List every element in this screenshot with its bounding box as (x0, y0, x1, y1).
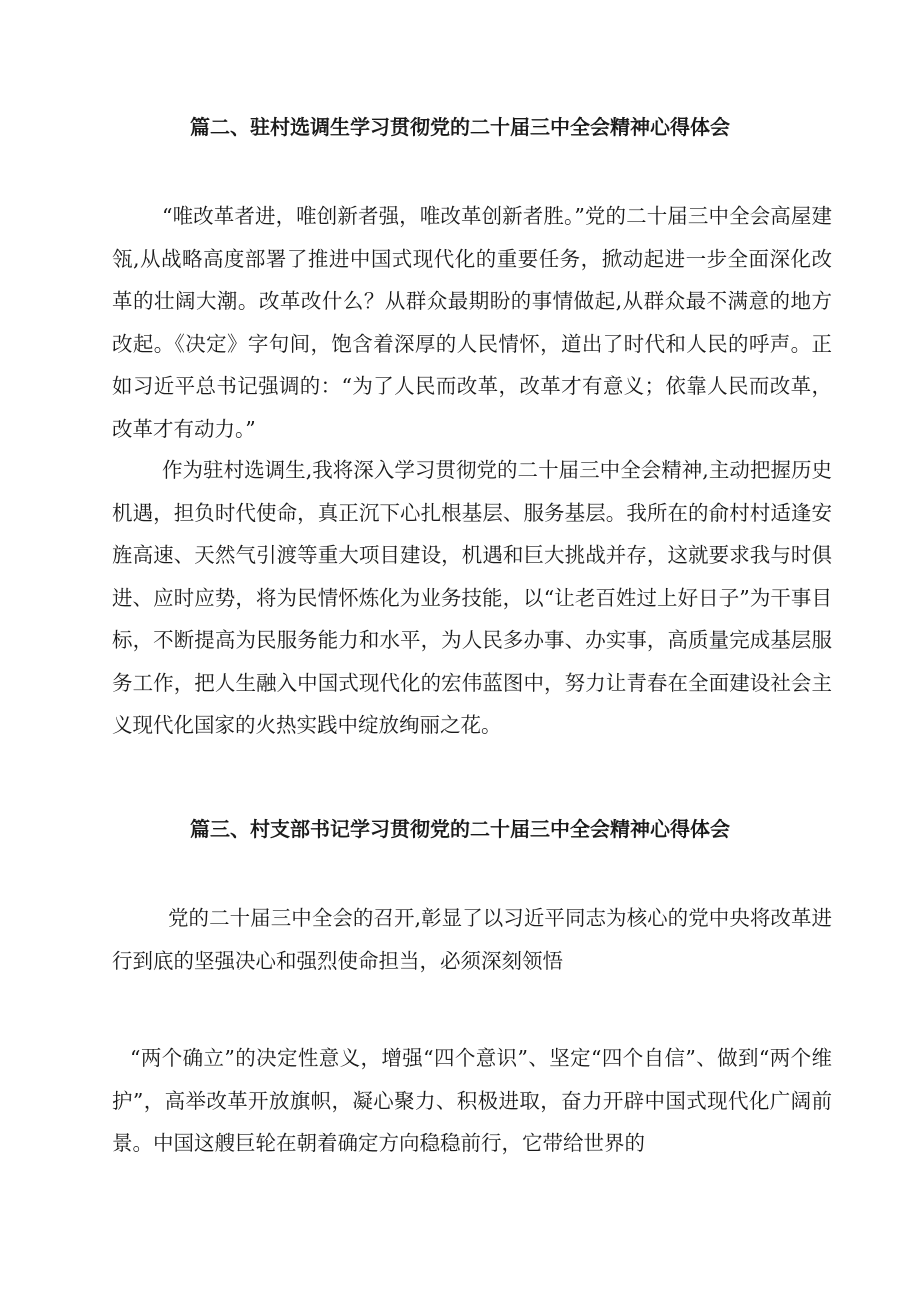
section3-heading: 篇三、村支部书记学习贯彻党的二十届三中全会精神心得体会 (190, 817, 730, 841)
section2-paragraph-2: 作为驻村选调生,我将深入学习贯彻党的二十届三中全会精神,主动把握历史机遇，担负时代使命，真正沉下心扎根基层、服务基层。我所在的俞村村适逢安旌高速、天然气引渡等重大项目建设，机遇和巨大挑战并存，这就要求我与时俱进、应时应势，将为民情怀炼化为业务技能，以“让老百姓过上好日子”为干事目标，不断提高为民服务能力和水平，为人民多办事、办实事，高质量完成基层服务工作，把人生融入中国式现代化的宏伟蓝图中，努力让青春在全面建设社会主义现代化国家的火热实践中绽放绚丽之花。 (112, 458, 832, 737)
section3-paragraph-2: “两个确立”的决定性意义，增强“四个意识”、坚定“四个自信”、做到“两个维护”，高举改革开放旗帜，凝心聚力、积极进取，奋力开辟中国式现代化广阔前景。中国这艘巨轮在朝着确定方向稳稳前行，它带给世界的 (112, 1046, 832, 1155)
section2-paragraph-1: “唯改革者进，唯创新者强，唯改革创新者胜。”党的二十届三中全会高屋建瓴,从战略高度部署了推进中国式现代化的重要任务，掀动起进一步全面深化改革的壮阔大潮。改革改什么？从群众最期盼的事情做起,从群众最不满意的地方改起。《决定》字句间，饱含着深厚的人民情怀，道出了时代和人民的呼声。正如习近平总书记强调的：“为了人民而改革，改革才有意义；依靠人民而改革，改革才有动力。” (112, 204, 832, 441)
section3-paragraph-1: 党的二十届三中全会的召开,彰显了以习近平同志为核心的党中央将改革进行到底的坚强决心和强烈使命担当，必须深刻领悟 (112, 906, 832, 973)
section2-heading: 篇二、驻村选调生学习贯彻党的二十届三中全会精神心得体会 (190, 115, 730, 139)
